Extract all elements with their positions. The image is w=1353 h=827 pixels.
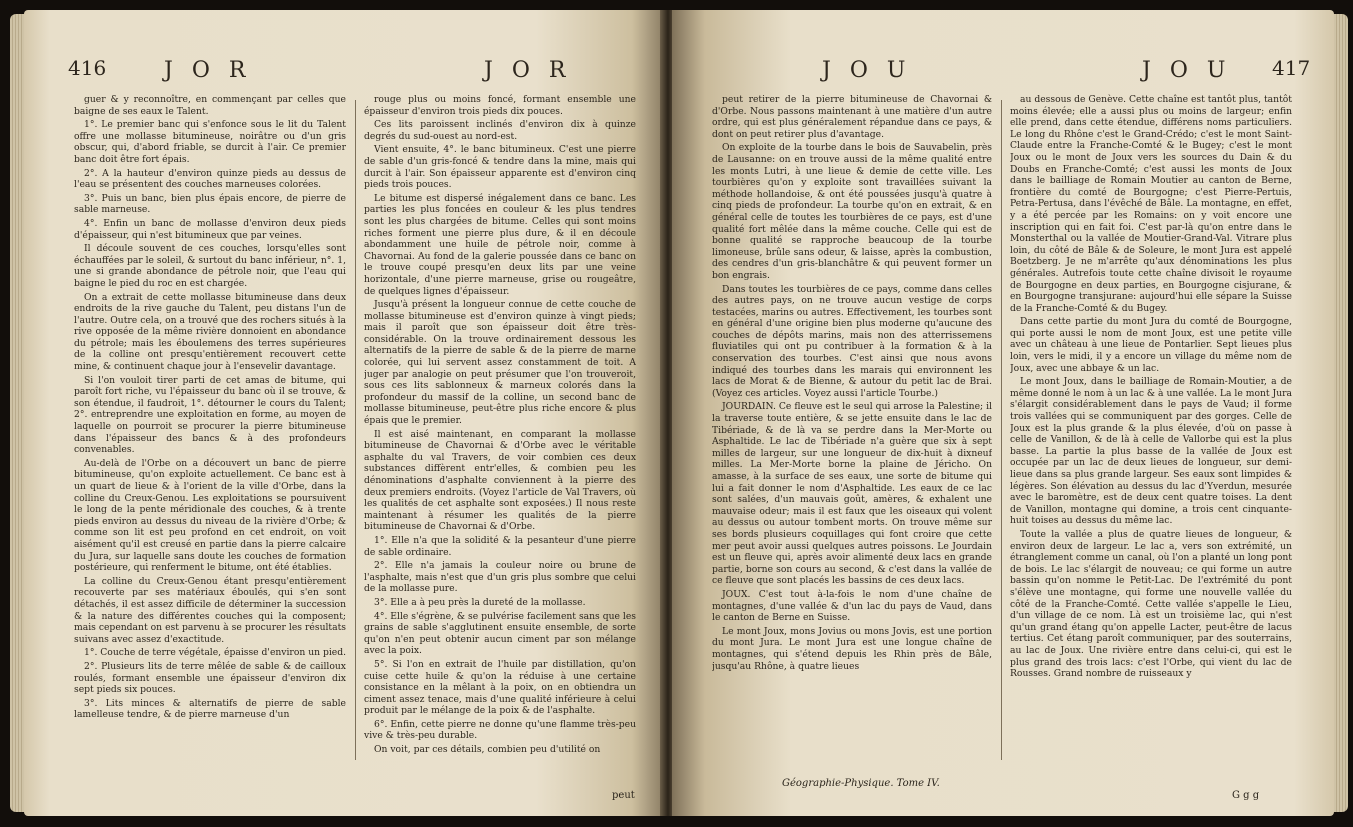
column-rule — [1001, 100, 1002, 760]
catchword: peut — [612, 790, 635, 801]
paragraph: 3°. Elle a à peu près la dureté de la mollasse. — [374, 596, 586, 608]
paragraph: Le bitume est dispersé inégalement dans ce banc. Les parties les plus foncées en couleur & les plus tendres sont les plus chargées de bitume. Celles qui sont moins riches forment une pierre plus dure, & il en découle abondamment une huile de pétrole noir, comme à Chavornai. Au fond de la galerie poussée dans ce banc on le trouve coupé presqu'en deux lits par une veine horizontale, d'une pierre marneuse, grise ou rougeâtre, de quelques lignes d'épaisseur. — [364, 192, 636, 297]
paragraph: Dans toutes les tourbières de ce pays, comme dans celles des autres pays, on ne trouve aucun vestige de corps testacées, marins ou autres. Effectivement, les tourbes sont en général d'une origine bien plus moderne qu'aucune des couches de dépôts marins, mais non des atterrissemens fluviatiles qui ont pu contribuer à la formation & à la conservation des tourbes. C'est ainsi que nous avons indiqué des tourbes dans les marais qui environnent les lacs de Morat & de Bienne, & autour du petit lac de Brai. (Voyez ces articles. Voyez aussi l'article Tourbe.) — [712, 283, 992, 399]
left-running-head-2: J O R — [484, 58, 572, 83]
paragraph: 4°. Elle s'égrène, & se pulvérise facilement sans que les grains de sable s'agglutinent ensuite ensemble, de sorte qu'on n'en peut obtenir aucun ciment par son mélange avec la poix. — [364, 610, 636, 657]
right-column-2 — [1010, 94, 1292, 784]
paragraph: La colline du Creux-Genou étant presqu'entièrement recouverte par ses matériaux éboulés, qui s'en sont détachés, il est assez difficile de déterminer la succession & la nature des différentes couches qui la composent; mais cependant on est parvenu à se procurer les résultats suivans avec assez d'exactitude. — [74, 575, 346, 645]
paragraph: Le mont Joux, mons Jovius ou mons Jovis, est une portion du mont Jura. Le mont Jura est une longue chaîne de montagnes, qui s'étend depuis les Rhin près de Bâle, jusqu'au Rhône, à quatre lieues — [712, 625, 992, 672]
paragraph: 4°. Enfin un banc de mollasse d'environ deux pieds d'épaisseur, qui n'est bitumineux que par veines. — [74, 217, 346, 241]
paragraph: On a extrait de cette mollasse bitumineuse dans deux endroits de la rive gauche du Talent, peu distans l'un de l'autre. Outre cela, on a trouvé que des rochers situés à la rive opposée de la même rivière donnoient en abondance du pétrole; mais les éboulemens des terres supérieures de la colline ont presqu'entièrement recouvert cette mine, & continuent chaque jour à l'ensevelir davantage. — [74, 291, 346, 373]
paragraph: Dans cette partie du mont Jura du comté de Bourgogne, qui porte aussi le nom de mont Joux, est une petite ville avec un château à une lieue de Pontarlier. Sept lieues plus loin, vers le midi, il y a encore un village du même nom de Joux, avec une abbaye & un lac. — [1010, 316, 1292, 374]
left-page-number: 416 — [68, 56, 107, 80]
paragraph: 2°. A la hauteur d'environ quinze pieds au dessus de l'eau se présentent des couches marneuses colorées. — [74, 167, 346, 191]
column-rule — [355, 100, 356, 760]
left-column-1 — [74, 94, 346, 784]
footer-title: Géographie-Physique. Tome IV. — [782, 778, 940, 789]
right-column-1 — [712, 94, 992, 772]
paragraph: au dessous de Genève. Cette chaîne est tantôt plus, tantôt moins élevée; elle a aussi plus ou moins de largeur; enfin elle prend, dans cette étendue, différens noms particuliers. Le long du Rhône c'est le Grand-Crédo; c'est le mont Saint-Claude entre la Franche-Comté & le Bugey; c'est le mont Joux ou le mont de Joux vers les sources du Dain & du Doubs en Franche-Comté; c'est aussi les monts de Joux dans le bailliage de Romain Moutier au canton de Berne, frontière du comté de Bourgogne; c'est Pierre-Pertuis, Petra-Pertusa, dans l'évêché de Bâle. La montagne, en effet, y a été percée par les Romains: on y voit encore une inscription qui en fait foi. C'est par-là qu'on entre dans le Monsterthal ou la vallée de Moutier-Grand-Val. Vitrare plus loin, du côté de Bâle & de Soleure, le mont Jura est appelé Boetzberg. Je ne m'arrête qu'aux dénominations les plus générales. Autrefois toute cette chaîne divisoit le royaume de Bourgogne en deux parties, en Bourgogne cisjurane, & en Bourgogne transjurane: aujourd'hui elle sépare la Suisse de la Franche-Comté & du Bugey. — [1010, 94, 1292, 314]
paragraph: guer & y reconnoître, en commençant par celles que baigne de ses eaux le Talent. — [74, 94, 346, 117]
paragraph: On exploite de la tourbe dans le bois de Sauvabelin, près de Lausanne: on en trouve aussi de la même qualité entre les monts Lutri, à une lieue & demie de cette ville. Les tourbières qu'on y exploite sont travaillées suivant la méthode hollandoise, & ont été poussées jusqu'à quatre à cinq pieds de profondeur. La tourbe qu'on en extrait, & en général celle de toutes les tourbières de ce pays, est d'une qualité fort mêlée dans la même couche. Celle qui est de bonne qualité se rapproche beaucoup de la tourbe limoneuse, brûle sans odeur, & laisse, après la combustion, des cendres d'un gris-blanchâtre & qui peuvent former un bon engrais. — [712, 142, 992, 281]
paragraph: Toute la vallée a plus de quatre lieues de longueur, & environ deux de largeur. Le lac a, vers son extrémité, un étranglement comme un canal, où l'on a planté un long pont de bois. Le lac s'élargit de nouveau; ce qui forme un autre bassin qu'on nomme le Petit-Lac. De l'extrémité du pont s'élève une montagne, qui forme une nouvelle vallée du côté de la Franche-Comté. Cette vallée s'appelle le Lieu, d'un village de ce nom. Là est un troisième lac, qui n'est qu'un grand étang qu'on appelle Lacter, peut-être de lacus tertius. Cet étang paroît communiquer, par des souterrains, au lac de Joux. Une rivière entre dans celui-ci, qui est le plus grand des trois lacs: c'est l'Orbe, qui vient du lac de Rousses. Grand nombre de ruisseaux y — [1010, 528, 1292, 680]
paragraph: 3°. Puis un banc, bien plus épais encore, de pierre de sable marneuse. — [74, 192, 346, 216]
paragraph: JOURDAIN. Ce fleuve est le seul qui arrose la Palestine; il la traverse toute entière, & se jette ensuite dans le lac de Tibériade, & de là va se perdre dans la Mer-Morte ou Asphaltide. Le lac de Tibériade n'a guère que six à sept milles de largeur, sur une longueur de dix-huit à dixneuf milles. La Mer-Morte borne la plaine de Jéricho. On amasse, à la surface de ses eaux, une sorte de bitume qui lui a fait donner le nom d'Asphaltide. Les eaux de ce lac sont salées, d'un mauvais goût, amères, & exhalent une mauvaise odeur; mais il est faux que les oiseaux qui volent au dessus ou autour tombent morts. On trouve même sur ses bords plusieurs coquillages qui font croire que cette mer peut avoir aussi quelques autres poissons. Le Jourdain est un fleuve qui, après avoir alimenté deux lacs en grande partie, borne son cours au second, & c'est dans la vallée de ce fleuve que sont placés les bassins de ces deux lacs. — [712, 401, 992, 587]
right-running-head-2: J O U — [1142, 58, 1232, 83]
paragraph: 5°. Si l'on en extrait de l'huile par distillation, qu'on cuise cette huile & qu'on la réduise à une certaine consistance en la mêlant à la poix, on en obtiendra un ciment assez tenace, mais d'une qualité inférieure à celui produit par le mélange de la poix & de l'asphalte. — [364, 658, 636, 717]
paragraph: Le mont Joux, dans le bailliage de Romain-Moutier, a de même donné le nom à un lac & à une vallée. La le mont Jura s'élargit considérablement dans le pays de Vaud; il forme trois vallées qui se communiquent par des gorges. Celle de Joux est la plus grande & la plus élevée, d'où on passe à celle de Vanillon, & de là à celle de Vallorbe qui est la plus basse. La partie la plus basse de la vallée de Joux est occupée par un lac de deux lieues de longueur, sur demi-lieue dans sa plus grande largeur. Ses eaux sont limpides & légères. Son élévation au dessus du lac d'Yverdun, mesurée avec le baromètre, est de deux cent quatre toises. La dent de Vanillon, montagne qui domine, a trois cent cinquante-huit toises au dessus du même lac. — [1010, 376, 1292, 527]
paragraph: JOUX. C'est tout à-la-fois le nom d'une chaîne de montagnes, d'une vallée & d'un lac du pays de Vaud, dans le canton de Berne en Suisse. — [712, 588, 992, 624]
left-page — [24, 10, 664, 816]
open-book — [24, 10, 1334, 816]
right-page-number: 417 — [1272, 56, 1311, 80]
right-running-head-1: J O U — [822, 58, 912, 83]
paragraph: rouge plus ou moins foncé, formant ensemble une épaisseur d'environ trois pieds dix pouces. — [364, 94, 636, 117]
paragraph: peut retirer de la pierre bitumineuse de Chavornai & d'Orbe. Nous passons maintenant à une matière d'un autre ordre, qui est plus généralement répandue dans ce pays, & dont on peut retirer plus d'avantage. — [712, 94, 992, 140]
paragraph: Vient ensuite, 4°. le banc bitumineux. C'est une pierre de sable d'un gris-foncé & tendre dans la mine, mais qui durcit à l'air. Son épaisseur apparente est d'environ cinq pieds trois pouces. — [364, 144, 636, 191]
paragraph: Il est aisé maintenant, en comparant la mollasse bitumineuse de Chavornai & d'Orbe avec le véritable asphalte du val Travers, de voir combien ces deux substances diffèrent entr'elles, & combien peu les dénominations d'asphalte conviennent à la pierre des deux premiers endroits. (Voyez l'article de Val Travers, où les qualités de cet asphalte sont exposées.) Il nous reste maintenant à résumer les qualités de la pierre bitumineuse de Chavornai & d'Orbe. — [364, 428, 636, 533]
paragraph: 2°. Elle n'a jamais la couleur noire ou brune de l'asphalte, mais n'est que d'un gris plus sombre que celui de la mollasse pure. — [364, 560, 636, 595]
paragraph: Jusqu'à présent la longueur connue de cette couche de mollasse bitumineuse est d'environ quinze à vingt pieds; mais il paroît que son épaisseur doit être très-considérable. On la trouve ordinairement dessous les alternatifs de la pierre de sable & de la pierre de marne colorée, qui lui servent assez constamment de toit. A juger par analogie on peut présumer que l'on trouveroit, sous ces lits sablonneux & marneux colorés dans la profondeur du massif de la colline, un second banc de mollasse bitumineuse, peut-être plus riche encore & plus épais que le premier. — [364, 299, 636, 427]
paragraph: 3°. Lits minces & alternatifs de pierre de sable lamelleuse tendre, & de pierre marneuse d'un — [74, 697, 346, 721]
paragraph: Si l'on vouloit tirer parti de cet amas de bitume, qui paroît fort riche, vu l'épaisseur du banc où il se trouve, & son étendue, il faudroit, 1°. détourner le cours du Talent; 2°. entreprendre une exploitation en forme, au moyen de laquelle on pourroit se procurer la pierre bitumineuse dans l'épaisseur des bancs & à des profondeurs convenables. — [74, 374, 346, 456]
right-page — [672, 10, 1334, 816]
paragraph: Ces lits paroissent inclinés d'environ dix à quinze degrés du sud-ouest au nord-est. — [364, 119, 636, 142]
paragraph: 1°. Couche de terre végétale, épaisse d'environ un pied. — [84, 647, 346, 659]
paragraph: 2°. Plusieurs lits de terre mêlée de sable & de cailloux roulés, formant ensemble une épaisseur d'environ dix sept pieds six pouces. — [74, 660, 346, 696]
paragraph: 1°. Le premier banc qui s'enfonce sous le lit du Talent offre une mollasse bitumineuse, noirâtre ou d'un gris obscur, qui, d'abord friable, se durcit à l'air. Ce premier banc doit être fort épais. — [74, 119, 346, 165]
signature-mark: G g g — [1232, 790, 1260, 801]
paragraph: 6°. Enfin, cette pierre ne donne qu'une flamme très-peu vive & très-peu durable. — [364, 718, 636, 742]
paragraph: Il découle souvent de ces couches, lorsqu'elles sont échauffées par le soleil, & surtout du banc inférieur, n°. 1, une si grande abondance de pétrole noir, que l'eau qui baigne le pied du roc en est chargée. — [74, 243, 346, 289]
paragraph: On voit, par ces détails, combien peu d'utilité on — [374, 744, 601, 756]
paragraph: 1°. Elle n'a que la solidité & la pesanteur d'une pierre de sable ordinaire. — [364, 534, 636, 558]
left-running-head-1: J O R — [164, 58, 252, 83]
paragraph: Au-delà de l'Orbe on a découvert un banc de pierre bitumineuse, qu'on exploite actuellement. Ce banc est à un quart de lieue & à l'orient de la ville d'Orbe, dans la colline du Creux-Genou. Les exploitations se poursuivent le long de la pente méridionale des couches, & à trente pieds environ au dessus du niveau de la rivière d'Orbe; & comme son lit est peu profond en cet endroit, on voit aisément qu'il est creusé en partie dans la pierre calcaire du Jura, sur laquelle sans doute les couches de formation postérieure, qui renferment le bitume, ont été établies. — [74, 457, 346, 574]
left-column-2 — [364, 94, 636, 784]
